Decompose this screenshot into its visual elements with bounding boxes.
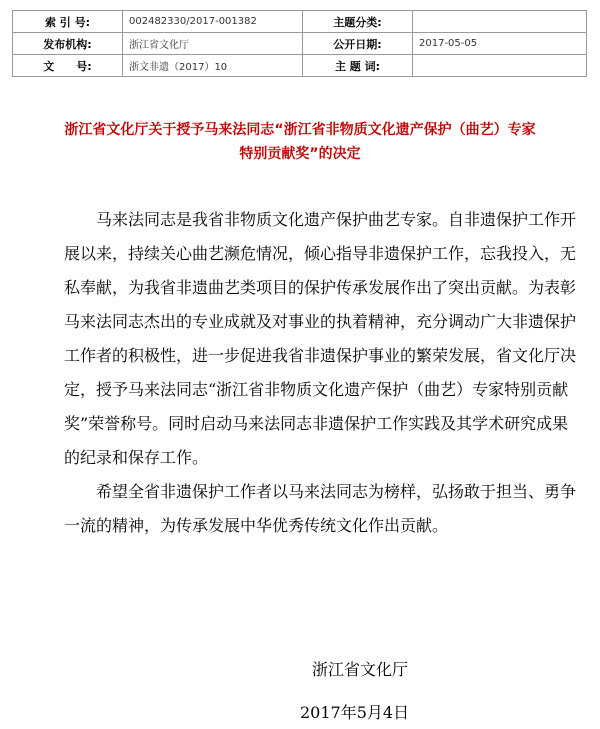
docno-value: 浙文非遗（2017）10 [123, 55, 303, 77]
metadata-row [13, 55, 587, 77]
body-paragraph: 马来法同志是我省非物质文化遗产保护曲艺专家。自非遗保护工作开展以来，持续关心曲艺濒危情况，倾心指导非遗保护工作，忘我投入，无私奉献，为我省非遗曲艺类项目的保护传承发展作出了突出贡献。为表彰马来法同志杰出的专业成就及对事业的执着精神，充分调动广大非遗保护工作者的积极性，进一步促进我省非遗保护事业的繁荣发展，省文化厅决定，授予马来法同志“浙江省非物质文化遗产保护（曲艺）专家特别贡献奖”荣誉称号。同时启动马来法同志非遗保护工作实践及其学术研究成果的纪录和保存工作。 [64, 210, 577, 467]
publisher-label: 发布机构: [13, 33, 123, 55]
docno-label: 文 号: [13, 55, 123, 77]
metadata-row [13, 11, 587, 33]
signature-date: 2017年5月4日 [300, 703, 410, 722]
pubdate-label: 公开日期: [303, 33, 413, 55]
document-title: 浙江省文化厅关于授予马来法同志“浙江省非物质文化遗产保护（曲艺）专家特别贡献奖”的决定 [64, 122, 536, 162]
metadata-table [12, 10, 587, 77]
publisher-value: 浙江省文化厅 [123, 33, 303, 55]
pubdate-value: 2017-05-05 [413, 33, 587, 55]
document-body [64, 203, 584, 543]
category-value [413, 11, 587, 33]
signature-org: 浙江省文化厅 [312, 660, 409, 679]
keywords-label: 主 题 词: [303, 55, 413, 77]
index-label: 索 引 号: [13, 11, 123, 33]
keywords-value [413, 55, 587, 77]
metadata-row [13, 33, 587, 55]
body-paragraph: 希望全省非遗保护工作者以马来法同志为榜样，弘扬敢于担当、勇争一流的精神，为传承发展中华优秀传统文化作出贡献。 [64, 482, 577, 535]
index-value: 002482330/2017-001382 [123, 11, 303, 33]
category-label: 主题分类: [303, 11, 413, 33]
